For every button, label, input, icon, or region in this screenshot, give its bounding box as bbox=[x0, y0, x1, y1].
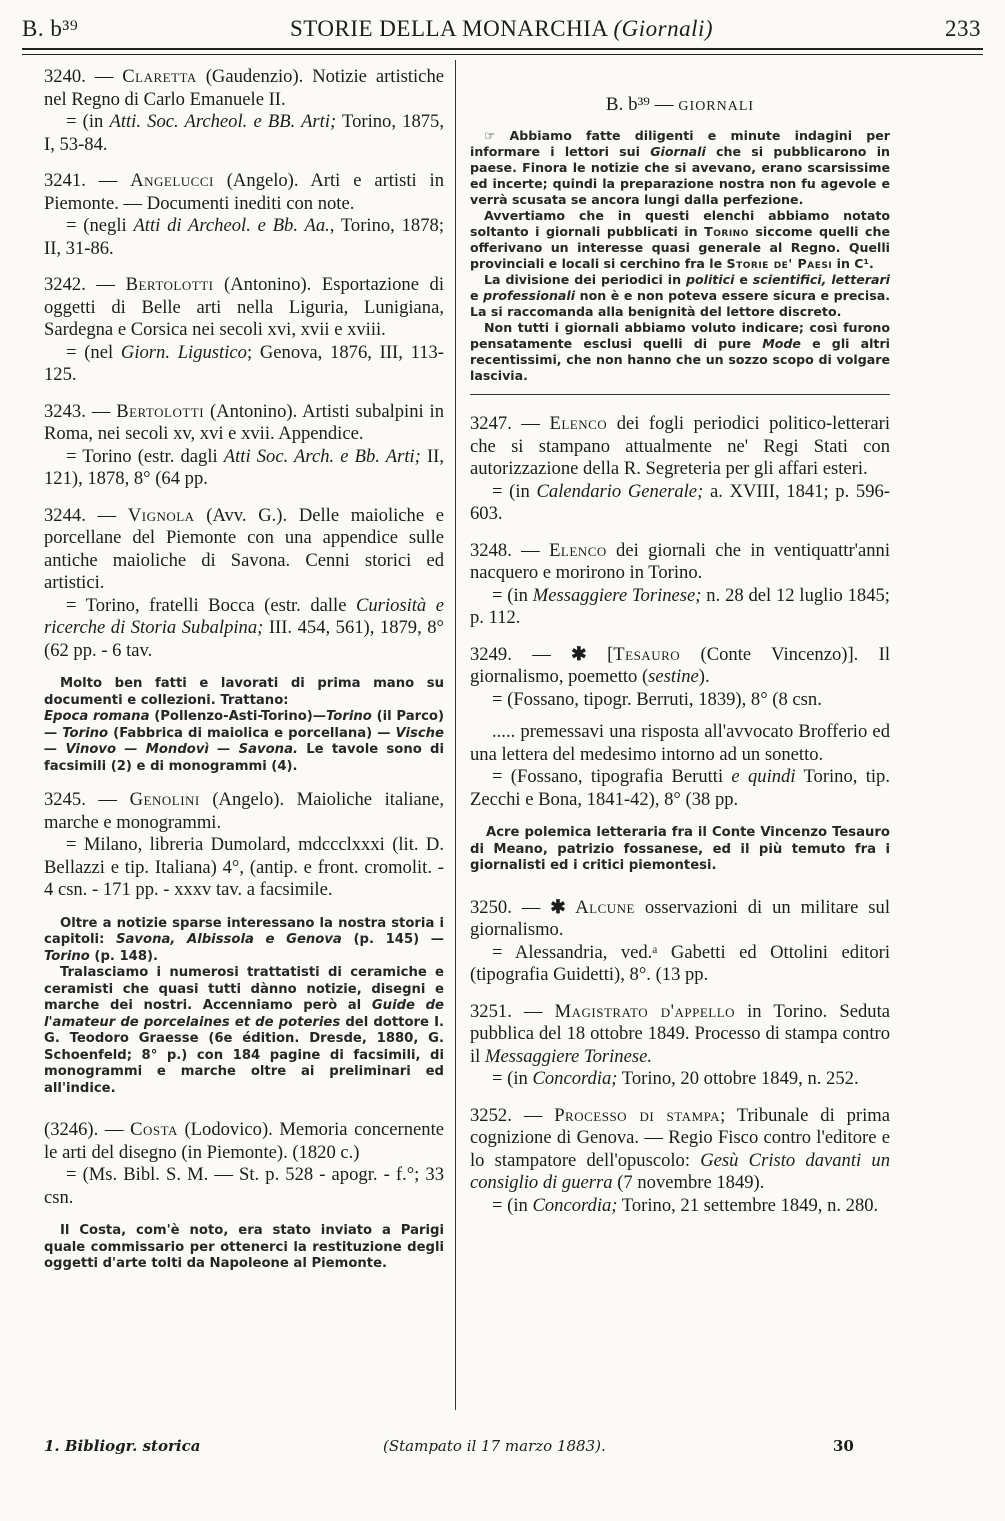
entry-heading bbox=[44, 66, 444, 111]
intro-text: e gli altri recentissimi, che non hanno che un sozzo scopo di volgare lascivia. bbox=[470, 336, 890, 383]
entry-3245 bbox=[44, 789, 444, 902]
entry-number: 3241. bbox=[44, 170, 86, 191]
note-text: Torino bbox=[325, 709, 372, 724]
entry-number: 3251. bbox=[470, 1000, 512, 1022]
intro-text: e bbox=[734, 272, 753, 287]
note-paragraph: Acre polemica letteraria fra il Conte Vincenzo Tesauro di Meano, patrizio fossanese, ed il più temuto fra i giornalisti ed i critici piemontesi. bbox=[470, 825, 890, 873]
entry-author: Elenco bbox=[549, 413, 608, 434]
section-prefix: B. b³⁹ — bbox=[605, 94, 679, 115]
entry-title-italic: sestine bbox=[648, 666, 699, 687]
imprint-b: e quindi bbox=[731, 766, 796, 787]
intro-text: che si pubblicarono in paese. Finora le notizie che si avevano, erano scarsissime ed incerte; quindi la preparazione nostra non fu agevole e verrà scusata se ancora lungi dalla perfezione. bbox=[470, 144, 890, 207]
imprint-b: Messaggiere Torinese; bbox=[532, 584, 702, 606]
entry-3246 bbox=[44, 1119, 444, 1209]
note-text: (p. 148). bbox=[89, 948, 159, 964]
imprint-a: = (in bbox=[492, 584, 533, 606]
running-header bbox=[22, 16, 981, 46]
entry-imprint bbox=[44, 111, 444, 156]
entry-author: Genolini bbox=[129, 789, 200, 810]
note-text: (il Parco) — bbox=[44, 709, 445, 741]
entry-title: (Conte Vincenzo)]. Il giornalismo, poemetto ( bbox=[470, 643, 890, 687]
entry-3249 bbox=[470, 644, 890, 812]
entry-author: Claretta bbox=[122, 66, 197, 87]
imprint-a: = (negli bbox=[66, 215, 134, 236]
intro-paragraph bbox=[470, 272, 890, 320]
entry-dash: — bbox=[85, 504, 128, 526]
entry-3243 bbox=[44, 401, 444, 491]
note-text: del dottore I. G. Teodoro Graesse (6e édition. Dresde, 1880, G. Schoenfeld; 8° p.) con 184 pagine di facsimili, di monogrammi e marche oltre ai preliminari ed all'indice. bbox=[44, 1014, 444, 1096]
imprint-b: Calendario Generale; bbox=[536, 480, 704, 502]
entry-heading bbox=[44, 170, 444, 215]
footer-signature: 1. Bibliogr. storica bbox=[44, 1437, 201, 1455]
note-text: (p. 145) — bbox=[341, 932, 444, 947]
entry-heading bbox=[44, 274, 444, 342]
header-title: STORIE DELLA MONARCHIA bbox=[289, 16, 608, 41]
imprint-a: = (in bbox=[492, 1194, 533, 1216]
left-column bbox=[44, 66, 444, 1287]
entry-author: Bertolotti bbox=[116, 400, 205, 422]
imprint-c: , Torino, 1878; II, 31-86. bbox=[44, 215, 444, 259]
note-text: Savona, Albissola e Genova bbox=[116, 932, 342, 947]
note-paragraph: Il Costa, com'è noto, era stato inviato a Parigi quale commissario per ottenerci la restituzione degli oggetti d'arte tolti da Napoleone al Piemonte. bbox=[44, 1223, 444, 1271]
entry-title: (Angelo). Maioliche italiane, marche e monogrammi. bbox=[44, 789, 445, 833]
entry-dash: — bbox=[98, 1119, 131, 1140]
note-text: (Fabbrica di maiolica e porcellana) — bbox=[108, 725, 396, 741]
note-text: Vische — Vinovo — Mondovì — Savona. bbox=[44, 725, 444, 757]
entry-3251 bbox=[470, 1001, 890, 1091]
entry-number: 3245. bbox=[44, 789, 86, 810]
entry-author: Vignola bbox=[127, 504, 195, 526]
entry-title: osservazioni di un militare sul giornalismo. bbox=[470, 896, 891, 940]
imprint-a: = Torino (estr. dagli bbox=[66, 445, 224, 467]
imprint-b: Giorn. Ligustico bbox=[120, 341, 247, 363]
entry-imprint: = Milano, libreria Dumolard, mdccclxxxi (lit. D. Bellazzi e tip. Italiana) 4°, (antip. e front. cromolit. - 4 csn. - 171 pp. - xxxv tav. a facsimile. bbox=[44, 834, 444, 900]
intro-paragraph bbox=[470, 128, 890, 208]
entry-3244-note bbox=[44, 676, 444, 775]
footer-print-date: (Stampato il 17 marzo 1883). bbox=[383, 1437, 606, 1455]
page-footer bbox=[0, 1437, 1005, 1461]
note-text: Molto ben fatti e lavorati di prima mano su documenti e collezioni. Trattano: bbox=[44, 676, 444, 708]
note-paragraph bbox=[44, 916, 444, 966]
entry-3241 bbox=[44, 170, 444, 260]
imprint-c: ; Genova, 1876, III, 113-125. bbox=[44, 341, 444, 385]
header-rule bbox=[22, 48, 983, 55]
entry-author: Bertolotti bbox=[125, 274, 214, 295]
entry-dash: — bbox=[511, 1104, 555, 1126]
imprint-c: Torino, tip. Zecchi e Bona, 1841-42), 8° (38 pp. bbox=[470, 766, 891, 810]
entry-heading bbox=[44, 505, 444, 595]
intro-paragraph bbox=[470, 208, 890, 272]
note-text: Guide de l'amateur de porcelaines et de poteries bbox=[44, 998, 445, 1030]
entry-heading bbox=[470, 1001, 890, 1069]
note-text: Tralasciamo i numerosi trattatisti di ceramiche e ceramisti che quasi tutti dànno notizie, disegni e marche dei nostri. Accenniamo però al bbox=[44, 965, 444, 1013]
entry-dash: — bbox=[85, 66, 123, 87]
entry-dash: — bbox=[511, 539, 550, 561]
entry-number: 3240. bbox=[44, 66, 86, 87]
entry-imprint bbox=[44, 342, 444, 387]
section-intro bbox=[470, 128, 890, 384]
entry-imprint: = (Ms. Bibl. S. M. — St. p. 528 - apogr. - f.°; 33 csn. bbox=[44, 1164, 444, 1208]
entry-title-end: (7 novembre 1849). bbox=[612, 1172, 765, 1193]
intro-text: Mode bbox=[762, 336, 801, 351]
entry-3252 bbox=[470, 1105, 890, 1218]
entry-3242 bbox=[44, 274, 444, 387]
entry-title-end: ). bbox=[698, 666, 710, 687]
entry-number: (3246). bbox=[44, 1119, 99, 1140]
entry-number: 3244. bbox=[44, 504, 86, 526]
entry-title: (Antonino). Esportazione di oggetti di Belle arti nella Liguria, Lunigiana, Sardegna e Corsica nei secoli xvi, xvii e xviii. bbox=[44, 274, 445, 340]
entry-title: (Antonino). Artisti subalpini in Roma, nei secoli xv, xvi e xvii. Appendice. bbox=[44, 400, 445, 444]
footer-sheet-number: 30 bbox=[833, 1437, 854, 1455]
note-paragraph bbox=[44, 676, 444, 775]
intro-text: politici bbox=[685, 272, 735, 287]
entry-number: 3243. bbox=[44, 400, 86, 422]
entry-title: (Gaudenzio). Notizie artistiche nel Regno di Carlo Emanuele II. bbox=[44, 66, 444, 110]
entry-imprint bbox=[470, 585, 890, 630]
intro-text: Storie de' Paesi bbox=[726, 256, 833, 271]
entry-imprint-2 bbox=[470, 766, 890, 811]
entry-dash: — bbox=[511, 896, 551, 918]
entry-number: 3247. bbox=[470, 413, 512, 434]
entry-title: dei fogli periodici politico-letterari che si stampano attualmente ne' Regi Stati con autorizzazione della R. Segreteria per gli affari esteri. bbox=[470, 413, 890, 479]
note-text: Oltre a notizie sparse interessano la nostra storia i capitoli: bbox=[44, 915, 444, 947]
imprint-a: = (in bbox=[492, 1068, 533, 1089]
note-text: Torino bbox=[44, 948, 90, 964]
right-column bbox=[470, 66, 890, 1231]
entry-3240 bbox=[44, 66, 444, 156]
note-paragraph bbox=[44, 965, 444, 1097]
imprint-c: II, 121), 1878, 8° (64 pp. bbox=[44, 445, 444, 489]
entry-author: Costa bbox=[130, 1119, 178, 1140]
entry-heading bbox=[44, 401, 444, 446]
entry-3245-note bbox=[44, 916, 444, 1098]
intro-text: e bbox=[470, 288, 484, 303]
intro-text: ☞ Abbiamo fatte diligenti e minute indagini per informare i lettori sui bbox=[470, 128, 890, 159]
entry-imprint bbox=[44, 595, 444, 663]
intro-text: Non tutti i giornali abbiamo voluto indicare; così furono pensatamente esclusi quelli di pure bbox=[470, 320, 890, 351]
entry-bracket: [ bbox=[586, 643, 614, 665]
entry-heading bbox=[44, 789, 444, 834]
intro-text: Torino bbox=[704, 224, 749, 239]
entry-author: Magistrato d'appello bbox=[554, 1000, 736, 1022]
imprint-b: Atti. Soc. Archeol. e BB. Arti; bbox=[109, 111, 337, 132]
imprint-c: a. XVIII, 1841; p. 596-603. bbox=[470, 480, 890, 524]
imprint-c: Torino, 20 ottobre 1849, n. 252. bbox=[617, 1068, 859, 1089]
entry-number: 3249. bbox=[470, 643, 512, 665]
entry-3246-note bbox=[44, 1223, 444, 1273]
entry-dash: — bbox=[511, 413, 550, 434]
entry-number: 3252. bbox=[470, 1104, 512, 1126]
entry-imprint bbox=[470, 1195, 890, 1218]
note-text: Epoca romana bbox=[44, 709, 150, 724]
entry-title: ; Tribunale di prima cognizione di Genova. — Regio Fisco contro l'editore e lo stampatore dell'opuscolo: bbox=[470, 1104, 890, 1171]
header-title-italic: (Giornali) bbox=[613, 16, 714, 41]
entry-imprint bbox=[44, 446, 444, 491]
entry-title: (Avv. G.). Delle maioliche e porcellane del Piemonte con una appendice sulle antiche maioliche di Savona. Cenni storici ed artistici. bbox=[44, 504, 445, 593]
entry-dash: — bbox=[511, 1000, 555, 1022]
entry-author: Elenco bbox=[549, 539, 607, 561]
entry-supplement: ..... premessavi una risposta all'avvocato Brofferio ed una lettera del medesimo intorno ad un sonetto. bbox=[470, 721, 890, 765]
entry-dash: — bbox=[85, 400, 117, 422]
section-title bbox=[470, 94, 890, 116]
imprint-a: = (in bbox=[66, 111, 110, 132]
imprint-c: Torino, 1875, I, 53-84. bbox=[44, 111, 444, 155]
imprint-a: = Torino, fratelli Bocca (estr. dalle bbox=[66, 594, 356, 616]
entry-number: 3248. bbox=[470, 539, 512, 561]
entry-heading bbox=[470, 413, 890, 481]
entry-title-italic: Gesù Cristo davanti un consiglio di guerra bbox=[470, 1149, 890, 1193]
asterisk-icon: ✱ bbox=[571, 643, 587, 665]
imprint-c: III. 454, 561), 1879, 8° (62 pp. - 6 tav. bbox=[44, 617, 444, 661]
entry-imprint bbox=[44, 215, 444, 260]
header-title-wrap bbox=[22, 16, 981, 42]
intro-text: siccome quelli che offerivano un interesse quasi generale al Regno. Quelli provinciali e locali si cerchino fra le bbox=[470, 224, 890, 271]
entry-dash: — bbox=[85, 274, 126, 295]
entry-heading bbox=[470, 644, 890, 689]
entry-imprint bbox=[470, 481, 890, 526]
intro-text: Giornali bbox=[650, 144, 706, 159]
entry-title: dei giornali che in ventiquattr'anni nacquero e morirono in Torino. bbox=[470, 539, 891, 583]
entry-title: in Torino. Seduta pubblica del 18 ottobre 1849. Processo di stampa contro il bbox=[470, 1000, 891, 1067]
note-text: Torino bbox=[62, 725, 109, 741]
imprint-b: Curiosità e ricerche di Storia Subalpina; bbox=[44, 594, 444, 638]
entry-3249-note bbox=[470, 825, 890, 875]
intro-text: Avvertiamo che in questi elenchi abbiamo notato soltanto i giornali pubblicati in bbox=[470, 208, 890, 239]
entry-heading bbox=[44, 1119, 444, 1164]
entry-author: Processo di stampa bbox=[554, 1104, 721, 1126]
entry-heading bbox=[470, 1105, 890, 1195]
header-signature: B. b³⁹ bbox=[22, 16, 79, 41]
entry-imprint: = Alessandria, ved.ᵃ Gabetti ed Ottolini editori (tipografia Guidetti), 8°. (13 pp. bbox=[470, 941, 890, 985]
entry-dash: — bbox=[511, 643, 572, 665]
entry-author: Angelucci bbox=[130, 170, 214, 191]
section-label: GIORNALI bbox=[678, 99, 755, 114]
imprint-c: n. 28 del 12 luglio 1845; p. 112. bbox=[470, 584, 890, 628]
intro-text: in C¹. bbox=[832, 256, 874, 271]
imprint-b: Concordia; bbox=[532, 1194, 618, 1216]
intro-text: non è e non poteva essere sicura e precisa. La si raccomanda alla benignità del lettore discreto. bbox=[470, 288, 890, 319]
entry-title: (Angelo). Arti e artisti in Piemonte. — Documenti inediti con note. bbox=[44, 170, 445, 214]
note-text: (Pollenzo-Asti-Torino)— bbox=[149, 709, 326, 724]
asterisk-icon: ✱ bbox=[550, 896, 566, 918]
entry-title: (Lodovico). Memoria concernente le arti del disegno (in Piemonte). (1820 c.) bbox=[44, 1119, 444, 1163]
entry-3250 bbox=[470, 897, 890, 987]
entry-imprint: = (Fossano, tipogr. Berruti, 1839), 8° (8 csn. bbox=[492, 688, 822, 710]
entry-title-italic: Messaggiere Torinese. bbox=[484, 1045, 652, 1067]
imprint-b: Concordia; bbox=[532, 1068, 618, 1089]
column-divider bbox=[455, 60, 456, 1410]
entry-number: 3242. bbox=[44, 274, 86, 295]
entry-3248 bbox=[470, 540, 890, 630]
imprint-c: Torino, 21 settembre 1849, n. 280. bbox=[617, 1194, 879, 1216]
intro-paragraph bbox=[470, 320, 890, 384]
imprint-a: = (Fossano, tipografia Berutti bbox=[492, 766, 732, 787]
imprint-a: = (nel bbox=[66, 341, 121, 363]
note-text: Le tavole sono di facsimili (2) e di monogrammi (4). bbox=[44, 742, 444, 774]
entry-heading bbox=[470, 540, 890, 585]
entry-dash: — bbox=[85, 170, 131, 191]
page-number: 233 bbox=[945, 16, 981, 41]
intro-rule bbox=[470, 394, 890, 395]
entry-author: Alcune bbox=[565, 896, 635, 918]
entry-imprint bbox=[470, 1068, 890, 1091]
entry-number: 3250. bbox=[470, 896, 512, 918]
entry-dash: — bbox=[85, 789, 130, 810]
entry-heading bbox=[470, 897, 890, 942]
imprint-b: Atti Soc. Arch. e Bb. Arti; bbox=[223, 445, 421, 467]
entry-author: Tesauro bbox=[613, 643, 681, 665]
intro-text: professionali bbox=[483, 288, 576, 303]
imprint-b: Atti di Archeol. e Bb. Aa. bbox=[133, 215, 330, 236]
intro-text: scientifici, letterari bbox=[752, 272, 890, 287]
entry-3244 bbox=[44, 505, 444, 663]
intro-text: La divisione dei periodici in bbox=[484, 272, 686, 287]
entry-3247 bbox=[470, 413, 890, 526]
imprint-a: = (in bbox=[492, 480, 537, 502]
